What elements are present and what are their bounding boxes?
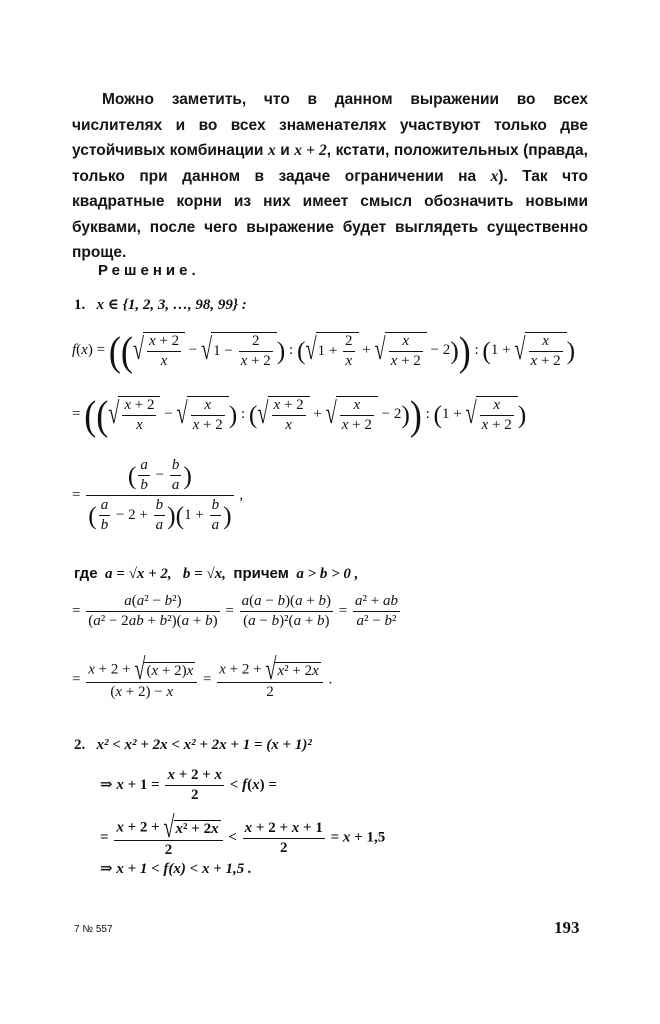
footer-code: 7 № 557 — [74, 924, 113, 935]
step2-line2: ⇒ x + 1 = $\frac{x + 2 + x}{2}$ < f(x) = — [100, 767, 277, 803]
ab-inequality: a > b > 0 , — [296, 566, 359, 582]
step2-line4 — [100, 862, 252, 877]
fx-definition: f(x) = ((√ $\frac{x + 2}{x}$ − √1 − $\frac{2}{x + 2}$ ) : (√1 + $\frac{2}{x}$ + √ $\frac{x}{x + 2}$ − 2)) : (1 + √ $\frac{x}{x + 2}$ ) — [72, 327, 576, 374]
where-word: где — [74, 565, 98, 582]
step1-label: 1. — [74, 297, 86, 313]
fx-step5: = $\frac{x + 2 + √(x + 2)x}{(x + 2) - x}$ = $\frac{\text{x + 2 + √x² + 2x}}{2}$ . — [72, 653, 333, 701]
b-definition: b = √x, — [182, 566, 226, 582]
step2-line3: = $\frac{\text{x + 2 + √x² + 2x}}{2}$ < $\frac{x + 2 + x + 1}{2}$ = x + 1,5 — [100, 811, 386, 859]
step1-domain: x ∈ {1, 2, 3, …, 98, 99} : — [96, 297, 247, 313]
step2-label: 2. — [74, 737, 86, 753]
intro-var-x-plus-2: x + 2 — [294, 142, 327, 159]
step2-inequality: x² < x² + 2x < x² + 2x + 1 = (x + 1)² — [96, 737, 312, 753]
fx-step3-ab: = ( $\frac{a}{b}$ − $\frac{b}{a}$ ) ( $\frac{a}{b}$ − 2 + $\frac{b}{a}$ )(1 + $\frac{b}{a}$ ) , — [72, 457, 244, 533]
intro-text-part1: Можно заметить, что в данном выражении во всех числителях и во всех знаменателях участвуют только две устойчивых комбинации — [72, 91, 588, 159]
a-definition: a = √x + 2, — [105, 566, 172, 582]
where-line — [74, 566, 358, 582]
intro-conj: и — [280, 142, 290, 159]
intro-var-x: x — [267, 142, 276, 159]
fx-step2: = ((√ $\frac{x + 2}{x}$ − √ $\frac{x}{x + 2}$ ) : (√ $\frac{x + 2}{x}$ + √ $\frac{x}{x + 2}$ − 2)) : (1 + √ $\frac{x}{x + 2}$ ) — [72, 391, 527, 438]
condition-word: причем — [233, 565, 289, 582]
fx-step4: = $\frac{\text{a(a² − b²)}}{\text{(a² − 2ab + b²)(a + b)}}$ = $\frac{a(a - b)(a + b)}{\text{(a − b)²(a + b)}}$ = $\frac{\text{a² + ab}}{\text{a² − b²}}$ — [72, 593, 398, 629]
step2-line1 — [74, 738, 312, 753]
intro-var-x-2: x — [490, 167, 499, 185]
intro-paragraph — [72, 87, 588, 266]
page-number: 193 — [554, 918, 580, 937]
intro-text-part2: , кстати, положительных (правда, только при данном в задаче ограничении на — [72, 142, 588, 185]
intro-text-part3: ). Так что квадратные корни из них имеет смысл обозначить новыми буквами, после чего выражение будет выглядеть существенно проще. — [72, 167, 588, 261]
step2-conclusion: ⇒ x + 1 < f(x) < x + 1,5 . — [100, 861, 252, 877]
step1-line — [74, 298, 247, 313]
solution-heading: Решение. — [98, 262, 200, 279]
